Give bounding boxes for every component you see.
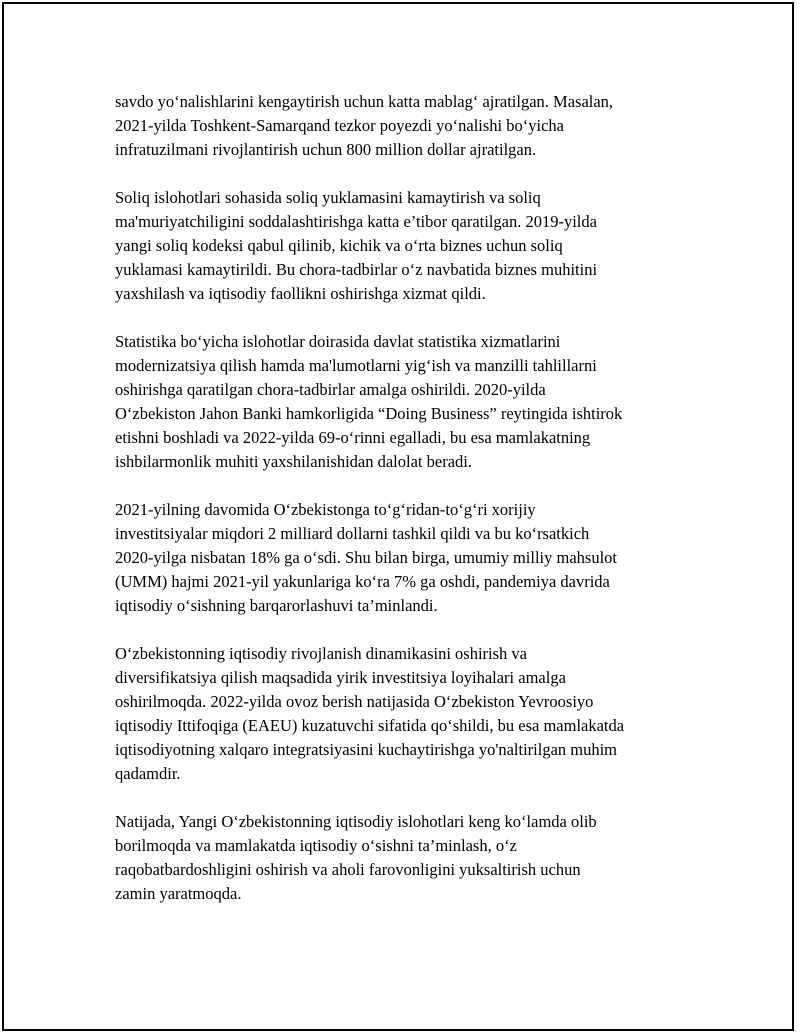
- paragraph-eaeu-observer: O‘zbekistonning iqtisodiy rivojlanish dinamikasini oshirish va diversifikatsiya qilish maqsadida yirik investitsiya loyihalari amalga oshirilmoqda. 2022-yilda ovoz berish natijasida O‘zbekiston Yevroosiyo iqtisodiy Ittifoqiga (EAEU) kuzatuvchi sifatida qo‘shildi, bu esa mamlakatda iqtisodiyotning xalqaro integratsiyasini kuchaytirishga yo'naltirilgan muhim qadamdir.: [115, 644, 625, 783]
- paragraph-foreign-investment: 2021-yilning davomida O‘zbekistonga to‘g‘ridan-to‘g‘ri xorijiy investitsiyalar miqdori 2 milliard dollarni tashkil qildi va bu ko‘rsatkich 2020-yilga nisbatan 18% ga o‘sdi. Shu bilan birga, umumiy milliy mahsulot (UMM) hajmi 2021-yil yakunlariga ko‘ra 7% ga oshdi, pandemiya davrida iqtisodiy o‘sishning barqarorlashuvi ta’minlandi.: [115, 500, 617, 615]
- document-body: [115, 90, 695, 930]
- paragraph-tax-reform: Soliq islohotlari sohasida soliq yuklamasini kamaytirish va soliq ma'muriyatchiligini soddalashtirishga katta e’tibor qaratilgan. 2019-yilda yangi soliq kodeksi qabul qilinib, kichik va o‘rta biznes uchun soliq yuklamasi kamaytirildi. Bu chora-tadbirlar o‘z navbatida biznes muhitini yaxshilash va iqtisodiy faollikni oshirishga xizmat qildi.: [115, 188, 598, 303]
- paragraph-statistics-reform: Statistika bo‘yicha islohotlar doirasida davlat statistika xizmatlarini modernizatsiya qilish hamda ma'lumotlarni yig‘ish va manzilli tahlillarni oshirishga qaratilgan chora-tadbirlar amalga oshirildi. 2020-yilda O‘zbekiston Jahon Banki hamkorligida “Doing Business” reytingida ishtirok etishni boshladi va 2022-yilda 69-o‘rinni egalladi, bu esa mamlakatning ishbilarmonlik muhiti yaxshilanishidan dalolat beradi.: [115, 332, 623, 471]
- paragraph-infrastructure: savdo yo‘nalishlarini kengaytirish uchun katta mablag‘ ajratilgan. Masalan, 2021-yilda Toshkent-Samarqand tezkor poyezdi yo‘nalishi bo‘yicha infratuzilmani rivojlantirish uchun 800 million dollar ajratilgan.: [115, 92, 614, 159]
- paragraph-conclusion: Natijada, Yangi O‘zbekistonning iqtisodiy islohotlari keng ko‘lamda olib borilmoqda va mamlakatda iqtisodiy o‘sishni ta’minlash, o‘z raqobatbardoshligini oshirish va aholi farovonligini yuksaltirish uchun zamin yaratmoqda.: [115, 812, 597, 903]
